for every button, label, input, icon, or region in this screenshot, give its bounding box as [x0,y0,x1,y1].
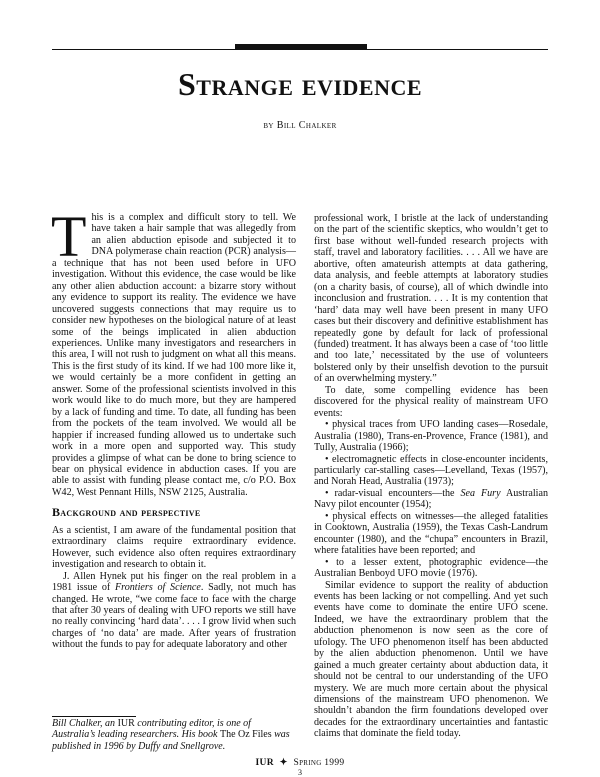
footer-journal: IUR [255,758,274,768]
list-item: • physical effects on witnesses—the alleged fatalities in Cooktown, Australia (1959), the Texas Cash-Landrum encounter (1980), and the “chupa” encounters in Brazil, where fatalities have been reported; and [314,510,548,557]
footnote-text-a: Bill Chalker, an [52,718,118,729]
footnote-text-b: contributing editor, is one of Australia’s leading researchers. His book [52,718,251,741]
byline: by Bill Chalker [263,120,337,131]
author-footnote [52,718,296,752]
paragraph-hynek [52,571,296,651]
page-footer [0,757,600,768]
footnote-text-c: was published in 1996 by Duffy and Snellgrove. [52,729,290,752]
section-heading: Background and perspective [52,505,201,520]
right-column [314,213,548,740]
bullet3-text-a: • radar-visual encounters—the [325,487,461,499]
diamond-icon: ✦ [279,758,288,768]
paragraph-abduction: Similar evidence to support the reality of abduction events has been lacking or not compelling. And yet such events have come to dominate the entire UFO scene. Indeed, we have the extraordinary problem that the abduction phenomenon is now seen as the core of ufology. The UFO phenomenon itself has been abducted by the alien abduction phenomenon. Until we have gained a much greater certainty about abduction data, it should not be central to our understanding of the UFO mystery. We are much more certain about the physical dimensions of the mainstream UFO phenomenon. We shouldn’t abandon the firm foundations developed over decades for the extraordinary uncertainties and fantastic claims that dominate the field today. [314,579,548,740]
list-item: • to a lesser extent, photographic evidence—the Australian Benboyd UFO movie (1976). [314,556,548,580]
paragraph-evidence-intro: To date, some compelling evidence has been discovered for the physical reality of mainstream UFO events: [314,384,548,419]
hynek-text-a: J. Allen Hynek put his finger on the real problem in a 1981 issue of [52,570,296,594]
hynek-text-b: . Sadly, not much has changed. He wrote, “we come face to face with the charge that after 30 years of dealing with UFO reports we still have no really convincing ‘hard data’. . . . I grow livid when such charges of ‘no data’ are made. After years of frustration without the funds to pay for adequate laboratory and other [52,582,296,651]
list-item [314,488,548,511]
page-number: 3 [298,768,302,777]
footnote-book-title: The Oz Files [219,729,272,741]
drop-cap: T [51,204,87,269]
article-title: Strange evidence [177,66,423,102]
intro-text: his is a complex and difficult story to tell. We have taken a hair sample that was allegedly from an alien abduction episode and subjected it to DNA polymerase chain reaction (PCR) analysis—a technique that has not been used before in UFO investigation. Without this evidence, the case would be like any other alien abduction account: a bizarre story without any evidence to support its reality. The evidence we have uncovered suggests connections that may require us to consider new hypotheses on the biological nature of at least some of the beings implicated in alien abduction experiences. Unlike many investigators and researchers in this area, I will not rush to judgment on what all this means. This is the first study of its kind. If we had 100 more like it, we would certainly be a more confident in getting an answer. Some of the professional scientists involved in this work would like to do much more, but they are hampered by a lack of funding and time. To date, all funding has been from the pockets of the team involved. We would all be happier if increased funding allowed us to undertake such work in a more open and supported way. This study provides a glimpse of what can be done to bring science to bear on physical evidence in abduction cases. If you are able to assist with funding please contact me, c/o P.O. Box W42, West Pennant Hills, NSW 2125, Australia. [52,212,296,498]
intro-paragraph [51,204,296,498]
list-item: • physical traces from UFO landing cases—Rosedale, Australia (1980), Trans-en-Provence, France (1981), and Tully, Australia (1966); [314,419,548,454]
footer-issue: Spring 1999 [293,758,345,768]
journal-title: Frontiers of Science [114,582,201,594]
footnote-iur: IUR [117,718,135,729]
left-column [51,204,296,651]
header-thin-rule [52,49,548,50]
list-item: • electromagnetic effects in close-encounter incidents, particularly car-stalling cases—Levelland, Texas (1957), and Norah Head, Australia (1973); [314,453,548,488]
ship-name: Sea Fury [460,487,501,499]
paragraph-hynek-continued: professional work, I bristle at the lack of understanding on the part of the scientific skeptics, who wouldn’t get to first base without well-funded research projects with staff, travel and laboratory facilities. . . . All we have are abortive, often amateurish attempts at data gathering, data analysis, and feeble attempts at laboratory studies (on a charity basis, of course), all of which dwindle into inconclusion and frustration. . . . It is my contention that ‘hard’ data may well have been present in many UFO cases but their discovery and definitive establishment has repeatedly gone by default for lack of professional (funded) treatment. It has always been a case of ‘too little and too late,’ necessitated by the use of volunteers bolstered only by their unselfish devotion to the pursuit of an overwhelming mystery.” [314,213,548,385]
bullet3-text-b: Australian Navy pilot encounter (1954); [314,487,548,511]
footnote-rule [52,716,136,717]
paragraph-scientist: As a scientist, I am aware of the fundamental position that extraordinary claims require extraordinary evidence. However, such evidence also often requires extraordinary investigation and research to obtain it. [52,524,296,571]
